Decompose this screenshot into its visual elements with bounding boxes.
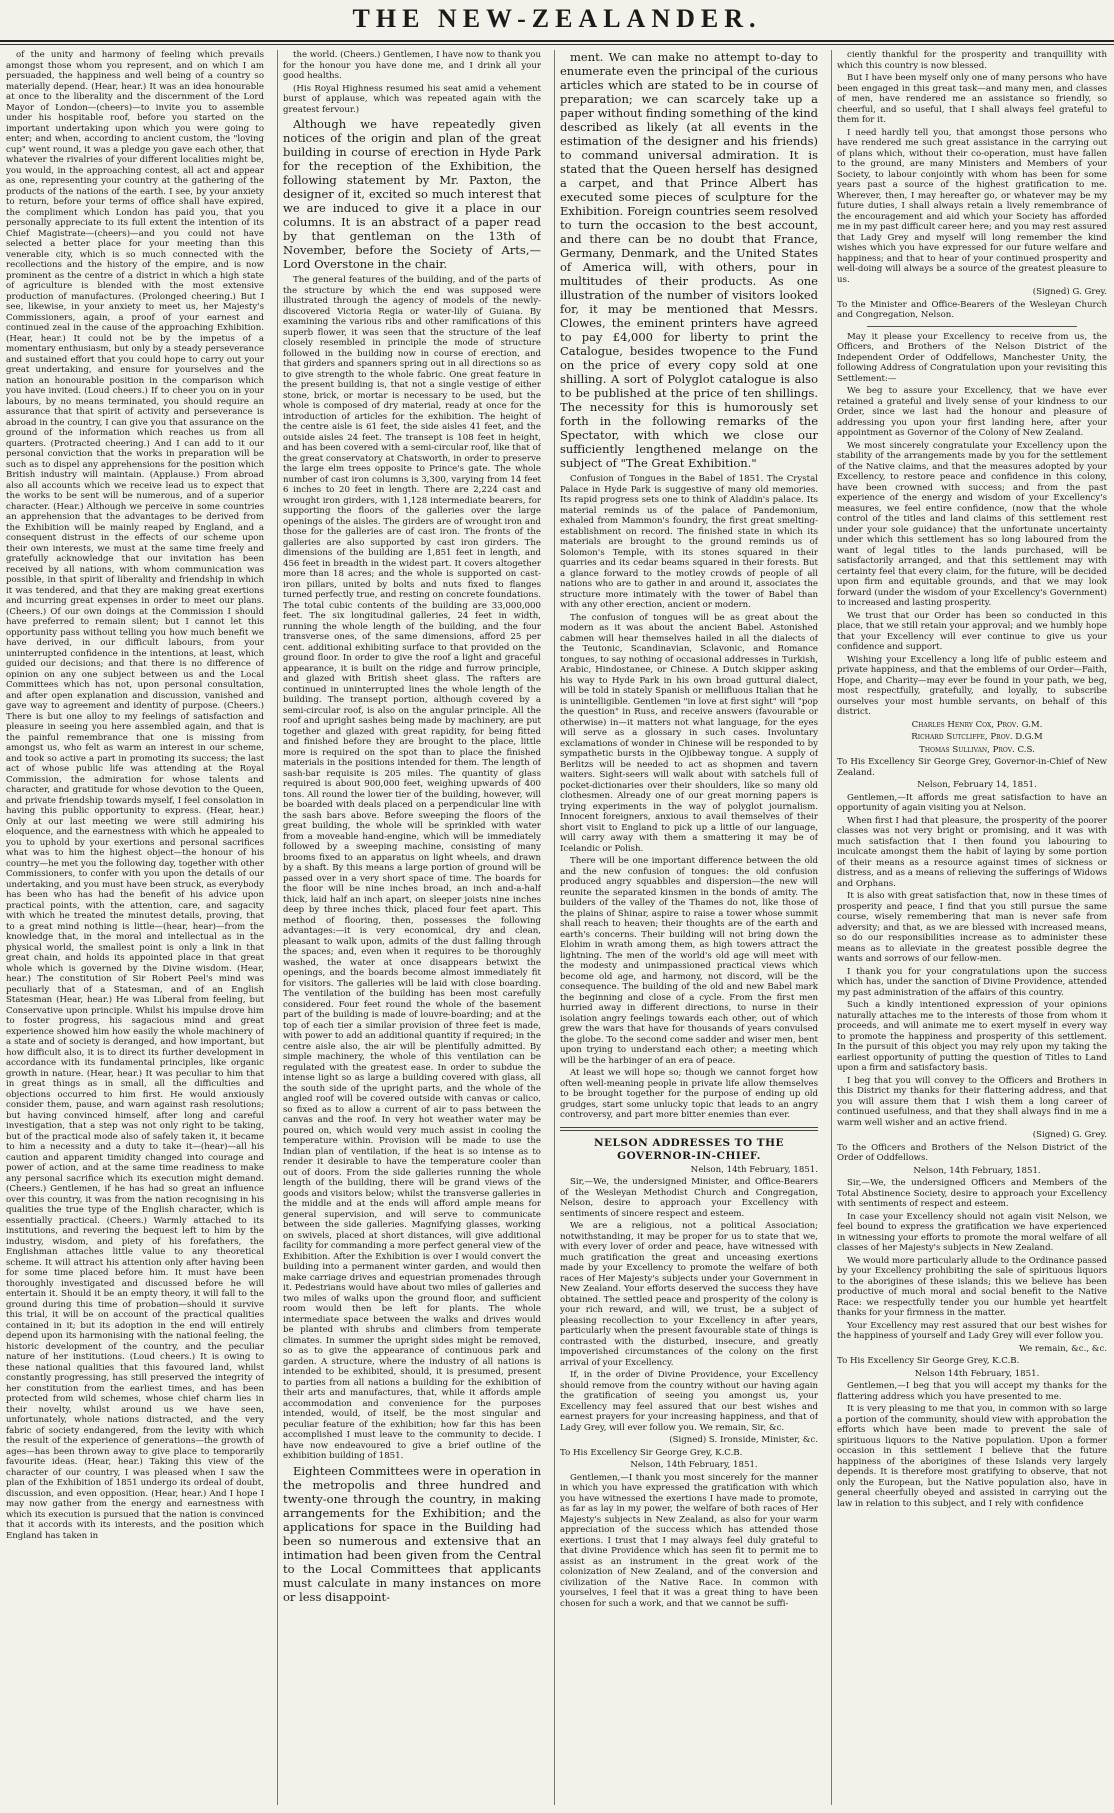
address-paragraph: We most sincerely congratulate your Excellency upon the stability of the arrangements made by you for the settlement of the Native claims, and that the measures adopted by your Excellency, to restore peace and confidence in this colony, have been crowned with success; and from the past experience of the energy and wisdom of your Excellency's measures, we feel entire confidence, (now that the whole control of the titles and land claims of this settlement rest under your sole guidance) that the unfortunate uncertainty under which this settlement has so long laboured from the want of legal titles to the lands purchased, will be satisfactorily arranged, and that this settlement may with certainty feel that every claim, for the future, will be decided upon firm and equitable grounds, and that we may look forward (under the wisdom of your Excellency's Government) to increased and lasting prosperity.: [837, 440, 1107, 608]
address-paragraph: Sir,—We, the undersigned Minister, and Office-Bearers of the Wesleyan Methodist Church and Congregation, Nelson, desire to approach your Excellency with sentiments of sincere respect and esteem.: [560, 1177, 818, 1219]
address-paragraph: May it please your Excellency to receive from us, the Officers, and Brothers of the Nelson District of the Independent Order of Oddfellows, Manchester Unity, the following Address of Congratulation upon your revisiting this Settlement:—: [837, 331, 1107, 384]
babel-paragraph: Confusion of Tongues in the Babel of 1851. The Crystal Palace in Hyde Park is suggestive of many old memories. Its rapid progress sets one to think of Aladdin's palace. Its material reminds us of the palace of Pandemonium, exhaled from Mammon's foundry, the first great smelting-establishment on record. The finished state in which its materials are brought to the ground reminds us of Solomon's Temple, with its stones squared in their quarries and its cedar beams squared in their forests. But a glance forward to the motley crowds of people of all nations who are to gather in and around it, associates the structure more intimately with the tower of Babel than with any other erection, ancient or modern.: [560, 474, 818, 610]
babel-paragraph: There will be one important difference between the old and the new confusion of tongues: the old confusion produced angry squabbles and dispersion—the new will reunite the separated kinsmen in the bonds of amity. The builders of the valley of the Thames do not, like those of the plains of Shinar, aspire to raise a tower whose summit shall reach to heaven; their thoughts are of the earth and earth's concerns. Their building will not bring down the Elohim in wrath among them, as high towers attract the lightning. The men of the world's old age will meet with the modesty and unimpassioned practical views which become old age, and harmony, not discord, will be the consequence. The building of the old and new Babel mark the beginning and close of a cycle. From the first men hurried away in different directions, to nurse in their isolation angry feelings towards each other, out of which grew the wars that have for thousands of years convulsed the globe. To the second come sadder and wiser men, bent upon trying to understand each other; a meeting which will be the harbinger of an era of peace.: [560, 856, 818, 1066]
reply-paragraph: It is also with great satisfaction that, now in these times of prosperity and peace, I find that you still pursue the same course, wisely remembering that man is never safe from adversity; and that, as we are blessed with increased means, so do our responsibilities increase as to administer these means as to alleviate in the greatest possible degree the wants and sorrows of our fellow-men.: [837, 891, 1107, 964]
paxton-abstract: The general features of the building, and of the parts of the structure by which the end was supposed were illustrated through the agency of models of the newly-discovered Victoria Regia or water-lily of Guiana. By examining the various ribs and other ramifications of this superb flower, it was seen that the structure of the leaf closely resembled in principle the mode of structure followed in the building now in course of erection, and that girders and spanners spring out in all directions so as to give strength to the whole fabric. One great feature in the present building is, that not a single vestige of either stone, brick, or mortar is necessary to be used, but the whole is composed of dry material, ready at once for the introduction of articles for the exhibition. The height of the centre aisle is 61 feet, the side aisles 41 feet, and the outside aisles 24 feet. The transept is 108 feet in height, and has been covered with a semi-circular roof, like that of the great conservatory at Chatsworth, in order to preserve the large elm trees opposite to Prince's gate. The whole number of cast iron columns is 3,300, varying from 14 feet 6 inches to 20 feet in length. There are 2,224 cast and wrought iron girders, with 1,128 intermediate bearers, for supporting the floors of the galleries over the large openings of the aisles. The girders are of wrought iron and those for the galleries are of cast iron. The fronts of the galleries are also supported by cast iron girders. The dimensions of the building are 1,851 feet in length, and 456 feet in breadth in the widest part. It covers altogether more than 18 acres; and the whole is supported on cast-iron pillars, united by bolts and nuts fixed to flanges turned perfectly true, and resting on concrete foundations. The total cubic contents of the building are 33,000,000 feet. The six longitudinal galleries, 24 feet in width, running the whole length of the building, and the four transverse ones, of the same dimensions, afford 25 per cent. additional exhibiting surface to that provided on the ground floor. In order to give the roof a light and graceful appearance, it is built on the ridge and furrow principle, and glazed with British sheet glass. The rafters are continued in uninterrupted lines the whole length of the building. The transept portion, although covered by a semi-circular roof, is also on the angular principle. All the roof and upright sashes being made by machinery, are put together and glazed with great rapidity, for being fitted and finished before they are brought to the place, little more is required on the spot than to place the finished materials in the positions intended for them. The length of sash-bar requisite is 205 miles. The quantity of glass required is about 900,000 feet, weighing upwards of 400 tons. All round the lower tier of the building, however, will be boarded with deals placed on a perpendicular line with the sash bars above. Before sweeping the floors of the great building, the whole will be sprinkled with water from a moveable hand-engine, which will be immediately followed by a sweeping machine, consisting of many brooms fixed to an apparatus on light wheels, and drawn by a shaft. By this means a large portion of ground will be passed over in a very short space of time. The boards for the floor will be nine inches broad, an inch and-a-half thick, laid half an inch apart, on sleeper joists nine inches deep by three inches thick, placed four feet apart. This method of flooring, then, possesses the following advantages:—it is very economical, dry and clean, pleasant to walk upon, admits of the dust falling through the spaces; and, even when it requires to be thoroughly washed, the water at once disappears betwixt the openings, and the boards become almost immediately fit for visitors. The galleries will be laid with close boarding. The ventilation of the building has been most carefully considered. Four feet round the whole of the basement part of the building is made of louvre-boarding; and at the top of each tier a similar provision of three feet is made, with power to add an additional quantity if required; in the centre aisle also, the air will be plentifully admitted. By simple machinery, the whole of this ventilation can be regulated with the greatest ease. In order to subdue the intense light so as large a building covered with glass, all the south side of the upright parts, and the whole of the angled roof will be covered outside with canvas or calico, so fixed as to allow a current of air to pass between the canvas and the roof. In very hot weather water may be poured on, which would very much assist in cooling the temperature within. Provision will be made to use the Indian plan of ventilation, if the heat is so intense as to render it desirable to have the temperature cooler than out of doors. From the side galleries running the whole length of the building, there will be grand views of the goods and visitors below; whilst the transverse galleries in the middle and at the ends will afford ample means for general supervision, and will serve to communicate between the side galleries. Magnifying glasses, working on swivels, placed at short distances, will give additional facility for commanding a more perfect general view of the Exhibition. After the Exhibition is over I would convert the building into a permanent winter garden, and would then make carriage drives and equestrian promenades through it. Pedestrians would have about two miles of galleries and two miles of walks upon the ground floor, and sufficient room would then be left for plants. The whole intermediate space between the walks and drives would be planted with shrubs and climbers from temperate climates. In summer the upright sides might be removed, so as to give the appearance of continuous park and garden. A structure, where the industry of all nations is intended to be exhibited, should, it is presumed, present to parties from all nations a building for the exhibition of their arts and manufactures, that, while it affords ample accommodation and convenience for the purposes intended, would, of itself, be the most singular and peculiar feature of the exhibition; how far this has been accomplished I must leave to the community to decide. I have now endeavoured to give a brief outline of the exhibition building of 1851.: [283, 275, 541, 1461]
reply-paragraph: Gentlemen,—I thank you most sincerely for the manner in which you have expressed the gratification with which you have witnessed the exertions I have made to promote, as far as lay in my power, the welfare of both races of Her Majesty's subjects in New Zealand, as also for your warm appreciation of the success which has attended those exertions. I trust that I may always feel duly grateful to that divine Providence which has seen fit to permit me to assist as an instrument in the great work of the colonization of New Zealand, and of the conversion and civilization of the Native Race. In common with yourselves, I feel that it was a great thing to have been chosen for such a work, and that we cannot be suffi-: [560, 1472, 818, 1609]
applause-note: (His Royal Highness resumed his seat amid a vehement burst of applause, which was repeated again with the greatest fervour.): [283, 83, 541, 115]
signature: (Signed) G. Grey.: [1032, 1130, 1107, 1140]
column-1: [6, 50, 264, 1805]
signatory: Thomas Sullivan, Prov. C.S.: [919, 744, 1035, 755]
address-paragraph: We beg to assure your Excellency, that we have ever retained a grateful and lively sense of your kindness to our Order, since we last had the honour and pleasure of addressing you upon your first landing here, after your appointment as Governor of the Colony of New Zealand.: [837, 386, 1107, 438]
addressee: To the Officers and Brothers of the Nelson District of the Order of Oddfellows.: [837, 1142, 1107, 1163]
dateline: Nelson, February 14, 1851.: [917, 780, 1037, 790]
exhibition-continued-lead: [560, 50, 818, 470]
address-paragraph: If, in the order of Divine Providence, your Excellency should remove from the country without our having again the gratification of seeing you amongst us, your Excellency may feel assured that our best wishes and earnest prayers for your increasing happiness, and that of Lady Grey, will ever follow you. We remain, Sir, &c.: [560, 1370, 818, 1433]
closing: We remain, &c., &c.: [1018, 1343, 1107, 1354]
addressee: To the Minister and Office-Bearers of the Wesleyan Church and Congregation, Nelson.: [837, 299, 1107, 320]
speech-text: of the unity and harmony of feeling which prevails amongst those whom you represent, and on which I am persuaded, the happiness and well being of a country so materially depend. (Hear, hear.) It was an idea honourable at once to the liberality and the discernment of the Lord Mayor of London—(cheers)—to invite you to assemble under his hospitable roof, before you started on the important undertaking upon which you were going to enter; and when, according to ancient custom, the "loving cup" went round, it was a pledge you gave each other, that whatever the rivalries of your different localities might be, you would, in the approaching contest, all act and appear as one, representing your country at the gathering of the products of the nations of the earth. I see, by your anxiety to return, before your terms of office shall have expired, the compliment which London has paid you, that you personally appreciate to its full extent the intention of its Chief Magistrate—(cheers)—and you could not have selected a better place for your meeting than this venerable city, which is so much connected with the recollections and the history of the empire, and is now prominent as the centre of a district in which a high state of agriculture is blended with the most extensive production of manufactures. (Prolonged cheering.) But I see, likewise, in your anxiety to meet us, her Majesty's Commissioners, again, a proof of your earnest and continued zeal in the cause of the approaching Exhibition. (Hear, hear.) It could not be by the impetus of a momentary enthusiasm, but only by a steady perseverance and sustained effort that you could hope to carry out your great undertaking, and ensure for yourselves and the nation an honourable position in the comparison which you have invited. (Loud cheers.) If to cheer you on in your labours, by no means terminated, you should require an assurance that that spirit of activity and perseverance is abroad in the country, I can give you that assurance on the ground of the information which reaches us from all quarters. (Protracted cheering.) And I can add to it our personal conviction that the works in preparation will be such as to dispel any apprehensions for the position which British industry will maintain. (Applause.) From abroad also all accounts which we receive lead us to expect that the works to be sent will be numerous, and of a superior character. (Hear.) Although we perceive in some countries an apprehension that the advantages to be derived from the Exhibition will be mainly reaped by England, and a consequent distrust in the effects of our scheme upon their own interests, we must at the same time freely and gratefully acknowledge that our invitation has been received by all nations, with whom communication was possible, in that spirit of liberality and friendship in which it was tendered, and that they are making great exertions and incurring great expenses in order to meet our plans. (Cheers.) Of our own doings at the Commission I should have preferred to remain silent; but I cannot let this opportunity pass without telling you how much benefit we have derived, in our difficult labours, from your uninterrupted confidence in the intentions, at least, which guided our decisions; and that there is no difference of opinion on any one subject between us and the Local Committees which has not, upon personal consultation, and after open explanation and discussion, vanished and gave way to agreement and identity of purpose. (Cheers.) There is but one alloy to my feelings of satisfaction and pleasure in seeing you here assembled again, and that is the painful remembrance that one is missing from amongst us, who felt as warm an interest in our scheme, and took so active a part in promoting its success; the last act of whose public life was attending at the Royal Commission, the admiration for whose talents and character, and gratitude for whose devotion to the Queen, and private friendship towards myself, I feel consolation in having this public opportunity to express. (Hear, hear.) Only at our last meeting we were still admiring his eloquence, and the earnestness with which he appealed to you to uphold by your exertions and personal sacrifices what was to him the highest object—the honour of his country—he met you the following day, together with other Commissioners, to confer with you upon the details of our undertaking, and you must have been struck, as everybody has been who has had the benefit of his advice upon practical points, with the attention, care, and sagacity with which he treated the minutest details, proving, that to a great mind nothing is little—(hear, hear)—from the knowledge that, in the moral and intellectual as in the physical world, the smallest point is only a link in that great chain, and holds its appointed place in that great whole which is governed by the Divine wisdom. (Hear, hear.) The constitution of Sir Robert Peel's mind was peculiarly that of a Statesman, and of an English Statesman (Hear, hear.) He was Liberal from feeling, but Conservative upon principle. Whilst his impulse drove him to foster progress, his sagacious mind and great experience showed him how easily the whole machinery of a state and of society is deranged, and how important, but how difficult also, it is to direct its further development in accordance with its fundamental principles, like organic growth in nature. (Hear, hear.) It was peculiar to him that in great things as in small, all the difficulties and objections occurred to him first. He would anxiously consider them, pause, and warn against rash resolutions; but having convinced himself, after long and careful investigation, that a step was not only right to be taking, but of the practical mode also of safely taken it, it became to him a necessity and a duty to take it—(hear)—all his caution and apparent timidity changed into courage and power of action, and at the same time readiness to make any personal sacrifice which its execution might demand. (Cheers.) Gentlemen, if he has had so great an influence over this country, it was from the nation recognising in his qualities the true type of the English character, which is essentially practical. (Cheers.) Warmly attached to its institutions, and revering the bequest left to him by the industry, wisdom, and piety of his forefathers, the Englishman attaches little value to any theoretical scheme. It will attract his attention only after having been for some time placed before him. It must have been thoroughly investigated and discussed before he will entertain it. Should it be an empty theory, it will fall to the ground during this time of probation—should it survive this trial, it will be on account of the practical qualities contained in it; but its adoption in the end will entirely depend upon its harmonising with the national feeling, the historic development of the country, and the peculiar nature of her institutions. (Loud cheers.) It is owing to these national qualities that this favoured land, whilst constantly progressing, has still preserved the integrity of her constitution from the earliest times, and has been protected from wild schemes, whose chief charm lies in their novelty, whilst around us we have seen, unfortunately, whole nations distracted, and the very fabric of society endangered, from the levity with which the result of the experience of generations—the growth of ages—has been thrown away to give place to temporarily favourite ideas. (Hear, hear.) Taking this view of the character of our country, I was pleased when I saw the plan of the Exhibition of 1851 undergo its ordeal of doubt, discussion, and even opposition. (Hear, hear.) And I hope I may now gather from the energy and earnestness with which its execution is pursued that the nation is convinced that it accords with its interests, and the position which England has taken in: [6, 50, 264, 1541]
address-paragraph: We would more particularly allude to the Ordinance passed by your Excellency prohibiting the sale of spirituous liquors to the aborigines of these islands; this we believe has been productive of much moral and social benefit to the Native Race: we respectfully tender you our humble yet heartfelt thanks for your firmness in the matter.: [837, 1255, 1107, 1318]
addressee: To His Excellency Sir George Grey, K.C.B.: [837, 1356, 1020, 1366]
column-3: [560, 50, 818, 1805]
address-paragraph: In case your Excellency should not again visit Nelson, we feel bound to express the gratification we have experienced in witnessing your efforts to promote the moral welfare of all classes of her Majesty's subjects in New Zealand.: [837, 1211, 1107, 1253]
newspaper-title: THE NEW-ZEALANDER.: [352, 4, 762, 33]
babel-paragraph: At least we will hope so; though we cannot forget how often well-meaning people in private life allow themselves to be brought together for the purpose of ending up old grudges, start some unlucky topic that leads to an angry controversy, and part more bitter enemies than ever.: [560, 1068, 818, 1120]
addressee: To His Excellency Sir George Grey, K.C.B.: [560, 1447, 743, 1458]
address-paragraph: We trust that our Order has been so conducted in this place, that we still retain your approval; and we humbly hope that your Excellency will ever continue to give us your confidence and support.: [837, 610, 1107, 652]
column-2: [283, 50, 541, 1805]
address-paragraph: Sir,—We, the undersigned Officers and Members of the Total Abstinence Society, desire to approach your Excellency with sentiments of respect and esteem.: [837, 1178, 1107, 1209]
reply-paragraph: When first I had that pleasure, the prosperity of the poorer classes was not very bright or promising, and it was with much satisfaction that I then found you labouring to inculcate amongst them the habit of laying by some portion of their means as a resource against times of sickness or distress, and as a means of relieving the sufferings of Widows and Orphans.: [837, 815, 1107, 889]
committees-lead: [283, 1464, 541, 1604]
reply-paragraph: ciently thankful for the prosperity and tranquillity with which this country is now blessed.: [837, 50, 1107, 71]
divider: [867, 326, 1077, 327]
reply-paragraph: I thank you for your congratulations upon the success which has, under the sanction of Divine Providence, attended my past administration of the affairs of this country.: [837, 966, 1107, 998]
reply-paragraph: Gentlemen,—It affords me great satisfaction to have an opportunity of again visiting you at Nelson.: [837, 792, 1107, 813]
signatory: Charles Henry Cox, Prov. G.M.: [911, 719, 1043, 730]
reply-paragraph: I beg that you will convey to the Officers and Brothers in this District my thanks for their flattering address, and that you will assure them that I wish them a long career of continued usefulness, and that they shall always find in me a warm well wisher and an active friend.: [837, 1075, 1107, 1128]
address-paragraph: Your Excellency may rest assured that our best wishes for the happiness of yourself and Lady Grey will ever follow you.: [837, 1320, 1107, 1341]
reply-paragraph: But I have been myself only one of many persons who have been engaged in this great task—and many men, and classes of men, have rendered me an assistance so friendly, so cheerful, and so useful, that I shall always feel grateful to them for it.: [837, 73, 1107, 125]
address-paragraph: We are a religious, not a political Association; notwithstanding, it may be proper for us to state that we, with every lover of order and peace, have witnessed with much gratification the great and unceasing exertions made by your Excellency to promote the welfare of both races of Her Majesty's subjects under your Government in New Zealand. Your efforts deserved the success they have obtained. The settled peace and prosperity of the colony is your rich reward, and will, we trust, be a subject of pleasing recollection to your Excellency in after years, particularly when the present favourable state of things is contrasted with the disturbed, insecure, and greatly impoverished circumstances of the colony on the first arrival of your Excellency.: [560, 1221, 818, 1368]
reply-paragraph: Such a kindly intentioned expression of your opinions naturally attaches me to the interests of those from whom it proceeds, and will animate me to exert myself in every way to promote the happiness and prosperity of this settlement. In the pursuit of this object you may rely upon my taking the earliest opportunity of putting the question of Titles to Land upon a firm and satisfactory basis.: [837, 1000, 1107, 1073]
masthead: [0, 0, 1114, 42]
dateline: Nelson 14th February, 1851.: [914, 1368, 1040, 1379]
reply-paragraph: I need hardly tell you, that amongst those persons who have rendered me such great assistance in the carrying out of plans which, without their co-operation, must have fallen to the ground, are many Ministers and Members of your Society, to labour conjointly with whom has been for some years past a source of the highest gratification to me. Wherever, then, I may hereafter go, or whatever may be my future duties, I shall always retain a lively remembrance of the encouragement and aid which your Society has afforded me in my past difficult career here; and you may rest assured that Lady Grey and myself will long remember the kind wishes which you have expressed for our future welfare and happiness; and that to hear of your continued prosperity and well-doing will always be a source of the greatest pleasure to us.: [837, 127, 1107, 285]
lead-paragraph: Eighteen Committees were in operation in the metropolis and three hundred and twenty-one through the country, in making arrangements for the Exhibition; and the applications for space in the Building had been so numerous and extensive that an intimation had been given from the Central to the Local Committees that applicants must calculate in many instances on more or less disappoint-: [283, 1463, 541, 1604]
address-paragraph: Wishing your Excellency a long life of public esteem and private happiness, and that the emblems of our Order—Faith, Hope, and Charity—may ever be found in your path, we beg, most respectfully, gratefully, and loyally, to subscribe ourselves your most humble servants, on behalf of this district.: [837, 654, 1107, 717]
reply-paragraph: Gentlemen,—I beg that you will accept my thanks for the flattering address which you have presented to me.: [837, 1381, 1107, 1402]
reply-paragraph: It is very pleasing to me that you, in common with so large a portion of the community, should view with approbation the efforts which have been made to prevent the sale of spirituous liquors to the Native population. Upon a former occasion in this settlement I believe that the future happiness of the aborigines of these Islands very largely depends. It is therefore most gratifying to observe, that not only the European, but the Native population also, have in general cheerfully obeyed and assisted in carrying out the law in relation to this subject, and I rely with confidence: [837, 1404, 1107, 1509]
signature: (Signed) G. Grey.: [1032, 287, 1107, 297]
dateline: Nelson, 14th February, 1851.: [913, 1165, 1041, 1176]
babel-paragraph: The confusion of tongues will be as great about the modern as it was about the ancient Babel. Astonished cabmen will hear themselves hailed in all the dialects of the Teutonic, Scandinavian, Sclavonic, and Romance tongues, to say nothing of occasional addresses in Turkish, Arabic, Hindostanee, or Chinese. A Dutch skipper asking his way to Hyde Park in his own broad guttural dialect, will be told in stately Spanish or mellifluous Italian that he is unintelligible. Gentlemen "in love at first sight" will "pop the question" in Russ, and receive answers (favourable or otherwise) in—it matters not what language, for the eyes will serve as a glossary in such cases. Involuntary exclamations of wonder in Chinese will be responded to by sympathetic bursts in the Ojibbeway tongue. A supply of Berlitzs will be needed to act as shopmen and tavern waiters. Sight-seers will walk about with satchels full of pocket-dictionaries over their shoulders, like so many old clothesmen. Already one of our great morning papers is trying experiments in the way of polyglot journalism. Innocent foreigners, anxious to avail themselves of their short visit to England to pick up a little of our language, will carry away with them a smattering it may be of Icelandic or Polish.: [560, 612, 818, 854]
column-rule: [554, 50, 555, 1805]
lead-paragraph: Although we have repeatedly given notices of the origin and plan of the great building in course of erection in Hyde Park for the reception of the Exhibition, the following statement by Mr. Paxton, the designer of it, excited so much interest that we are induced to give it a place in our columns. It is an abstract of a paper read by that gentleman on the 13th of November, before the Society of Arts,—Lord Overstone in the chair.: [283, 117, 541, 271]
speech-closing: the world. (Cheers.) Gentlemen, I have now to thank you for the honour you have done me, and I drink all your good healths.: [283, 50, 541, 81]
addressee: To His Excellency Sir George Grey, Governor-in-Chief of New Zealand.: [837, 757, 1107, 778]
masthead-rule: [0, 44, 1114, 45]
section-divider: [560, 1127, 818, 1131]
column-rule: [831, 50, 832, 1805]
column-4: [837, 50, 1107, 1805]
signature: (Signed) S. Ironside, Minister, &c.: [669, 1435, 818, 1445]
dateline: Nelson, 14th February, 1851.: [690, 1164, 818, 1175]
lead-paragraph: ment. We can make no attempt to-day to enumerate even the principal of the curious articles which are stated to be in course of preparation; we can scarcely take up a paper without finding something of the kind described as likely (at all events in the estimation of the designer and his friends) to command universal admiration. It is stated that the Queen herself has designed a carpet, and that Prince Albert has executed some pieces of sculpture for the Exhibition. Foreign countries seem resolved to turn the occasion to the best account, and there can be no doubt that France, Germany, Denmark, and the United States of America will, with others, pour in multitudes of their products. As one illustration of the number of visitors looked for, it may be mentioned that Messrs. Clowes, the eminent printers have agreed to pay £4,000 for liberty to print the Catalogue, besides twopence to the Fund on the price of every copy sold at one shilling. A sort of Polyglot catalogue is also to be published at the price of ten shillings. The necessity for this is humorously set forth in the following remarks of the Spectator, with which we close our sufficiently lengthened melange on the subject of "The Great Exhibition.": [560, 50, 818, 470]
signatory: Richard Sutcliffe, Prov. D.G.M: [911, 732, 1043, 742]
section-heading: NELSON ADDRESSES TO THE GOVERNOR-IN-CHIEF.: [593, 1136, 785, 1162]
exhibition-building-lead: [283, 117, 541, 271]
dateline: Nelson, 14th February, 1851.: [630, 1460, 758, 1470]
column-rule: [277, 50, 278, 1805]
